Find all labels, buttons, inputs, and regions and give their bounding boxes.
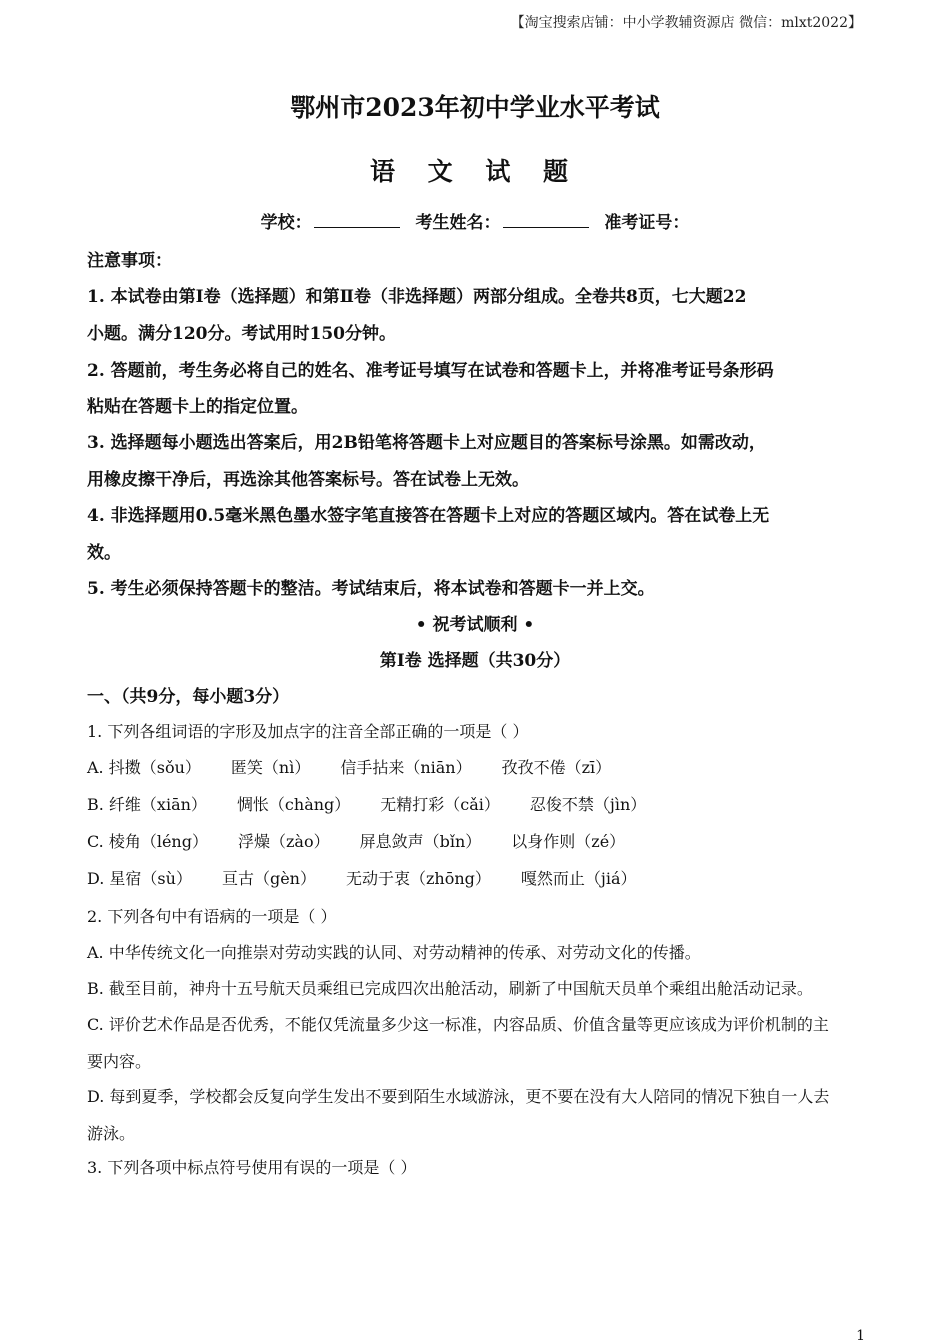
- q1-a-1: A. 抖擞（sǒu）: [87, 758, 201, 777]
- q1-d-1: D. 星宿（sù）: [87, 869, 192, 888]
- q2-option-c-line2: 要内容。: [87, 1052, 152, 1071]
- q1-option-d: [87, 866, 637, 889]
- notice-1b: 小题。满分120分。考试用时150分钟。: [87, 324, 396, 344]
- q2-stem: 2. 下列各句中有语病的一项是（ ）: [87, 907, 337, 926]
- q1-a-3: 信手拈来（niān）: [340, 758, 472, 777]
- q1-a-2: 匿笑（nì）: [230, 758, 311, 777]
- name-label: 考生姓名：: [415, 213, 501, 233]
- q1-d-3: 无动于衷（zhōng）: [345, 869, 491, 888]
- q2-option-b: B. 截至目前，神舟十五号航天员乘组已完成四次出舱活动，刷新了中国航天员单个乘组出舱活动记录。: [87, 979, 813, 998]
- notice-2b: 粘贴在答题卡上的指定位置。: [87, 397, 308, 417]
- q2-option-c-line1: C. 评价艺术作品是否优秀，不能仅凭流量多少这一标准，内容品质、价值含量等更应该成为评价机制的主: [87, 1015, 829, 1034]
- notice-4a: 4. 非选择题用0.5毫米黑色墨水签字笔直接答在答题卡上对应的答题区域内。答在试卷上无: [87, 506, 770, 526]
- q1-d-4: 嘎然而止（jiá）: [520, 869, 637, 888]
- q1-b-1: B. 纤维（xiān）: [87, 795, 207, 814]
- part-1-heading: 第Ⅰ卷 选择题（共30分）: [379, 651, 571, 671]
- section-1-heading: 一、（共9分，每小题3分）: [87, 687, 290, 707]
- notice-3a: 3. 选择题每小题选出答案后，用2B铅笔将答题卡上对应题目的答案标号涂黑。如需改动，: [87, 433, 766, 453]
- header-note: 【淘宝搜索店铺：中小学教辅资源店 微信：mlxt2022】: [510, 15, 862, 31]
- q1-c-4: 以身作则（zé）: [511, 832, 626, 851]
- notice-1a: 1. 本试卷由第Ⅰ卷（选择题）和第Ⅱ卷（非选择题）两部分组成。全卷共8页，七大题22: [87, 287, 747, 307]
- notice-3b: 用橡皮擦干净后，再选涂其他答案标号。答在试卷上无效。: [87, 470, 529, 490]
- q2-option-d-line2: 游泳。: [87, 1124, 136, 1143]
- student-info-line: [0, 208, 950, 233]
- q1-a-4: 孜孜不倦（zī）: [501, 758, 612, 777]
- q1-stem: 1. 下列各组词语的字形及加点字的注音全部正确的一项是（ ）: [87, 722, 529, 741]
- school-label: 学校：: [260, 213, 312, 233]
- notice-2a: 2. 答题前，考生务必将自己的姓名、准考证号填写在试卷和答题卡上，并将准考证号条形码: [87, 361, 774, 381]
- q2-option-a: A. 中华传统文化一向推崇对劳动实践的认同、对劳动精神的传承、对劳动文化的传播。: [87, 943, 701, 962]
- exam-title: 鄂州市2023年初中学业水平考试: [290, 93, 660, 122]
- school-blank: [314, 211, 400, 228]
- q2-option-d-line1: D. 每到夏季，学校都会反复向学生发出不要到陌生水域游泳，更不要在没有大人陪同的情况下独自一人去: [87, 1087, 830, 1106]
- q1-b-4: 忍俊不禁（jìn）: [529, 795, 647, 814]
- q3-stem: 3. 下列各项中标点符号使用有误的一项是（ ）: [87, 1158, 417, 1177]
- q1-c-3: 屏息敛声（bǐn）: [359, 832, 482, 851]
- q1-b-3: 无精打彩（cǎi）: [380, 795, 500, 814]
- q1-b-2: 惆怅（chàng）: [236, 795, 351, 814]
- exam-subtitle: 语 文 试 题: [369, 157, 581, 186]
- blessing: • 祝考试顺利 •: [415, 615, 535, 635]
- q1-option-c: [87, 829, 625, 852]
- notice-4b: 效。: [87, 543, 121, 563]
- q1-c-2: 浮燥（zào）: [237, 832, 330, 851]
- q1-option-b: [87, 792, 646, 815]
- notice-heading: 注意事项：: [87, 251, 172, 271]
- name-blank: [503, 211, 589, 228]
- q1-option-a: [87, 755, 611, 778]
- id-label: 准考证号：: [604, 213, 690, 233]
- page-number: 1: [856, 1328, 865, 1344]
- q1-d-2: 亘古（gèn）: [221, 869, 316, 888]
- notice-5: 5. 考生必须保持答题卡的整洁。考试结束后，将本试卷和答题卡一并上交。: [87, 579, 655, 599]
- q1-c-1: C. 棱角（léng）: [87, 832, 208, 851]
